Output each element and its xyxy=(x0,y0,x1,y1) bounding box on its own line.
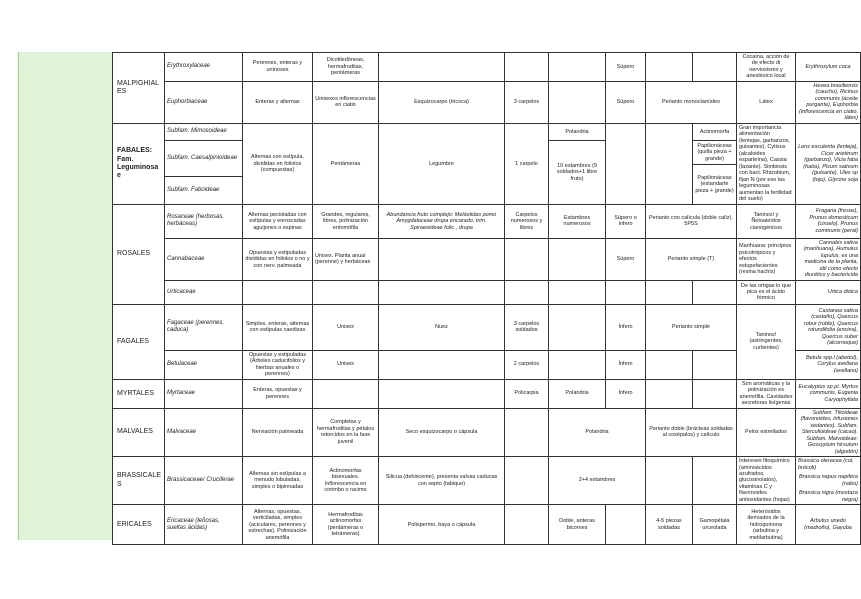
uses-cell: Taninos! y Ñetoaleídos cianogénicos xyxy=(737,204,796,238)
table-row xyxy=(113,204,861,238)
examples-cell: Betula spp.l (abedul), Corylus avellana (avellano) xyxy=(796,350,861,379)
order-cell: MYRTALES xyxy=(113,379,165,408)
androecium-cell: Doble, anteras bicornes xyxy=(549,505,606,545)
examples-cell: Urtica dioica xyxy=(796,280,861,304)
empty-cell xyxy=(646,123,693,204)
left-margin-band xyxy=(18,52,113,540)
empty-cell xyxy=(505,505,549,545)
example-line: Brassica nigra (mostaza negra) xyxy=(799,490,858,503)
corolla-cell: Gamopétala urceolada xyxy=(693,505,737,545)
table-row xyxy=(113,408,861,456)
empty-cell xyxy=(693,350,737,379)
empty-cell xyxy=(549,53,606,82)
ovary-cell: Ínfero xyxy=(606,379,646,408)
empty-cell xyxy=(646,350,693,379)
empty-cell xyxy=(693,379,737,408)
empty-cell xyxy=(505,238,549,280)
empty-cell xyxy=(505,408,549,456)
family-cell: Cannabaceae xyxy=(165,238,243,280)
uses-cell: Son aromáticas y la polinización es anemófila. Cavidades secretoras lisígenas xyxy=(737,379,796,408)
empty-cell xyxy=(243,280,313,304)
fruit-cell: Legumbre xyxy=(379,123,505,204)
examples-cell: Hevea brasiliensis (caucho), Ricinus communis (aceite purgante), Euphorbia (inflorescencia en ciatio, látex) xyxy=(796,81,861,123)
family-cell: Erythroxylaceae xyxy=(165,53,243,82)
order-cell: FAGALES xyxy=(113,304,165,379)
carpels-cell: 3 carpelos soldados xyxy=(505,304,549,350)
empty-cell xyxy=(379,53,505,82)
empty-cell xyxy=(646,457,693,505)
empty-cell xyxy=(693,457,737,505)
empty-cell xyxy=(313,379,379,408)
calyx-cell: 4-5 piezas soldadas xyxy=(646,505,693,545)
empty-cell xyxy=(549,81,606,123)
empty-cell xyxy=(379,350,505,379)
examples-cell: Arbutus unedo (madroño), Gayuba xyxy=(796,505,861,545)
uses-cell: Marihuana: principios psicotrópicos y efectos estupefacientes (resina hachís) xyxy=(737,238,796,280)
table-row xyxy=(113,238,861,280)
ovary-cell: Súpero o ínfero xyxy=(606,204,646,238)
leaves-cell: Opuestas y estipuladas divididas en foliolos o no y con nerv. palmeada xyxy=(243,238,313,280)
table-row xyxy=(113,379,861,408)
empty-cell xyxy=(606,123,646,204)
subfamily-cell: Subfam. Mimosoideae xyxy=(165,123,243,140)
symmetry-cell: Papilionáceas (quilla pieza + grande) xyxy=(693,140,737,164)
order-cell xyxy=(113,123,165,204)
order-cell: MALPIGHIALES xyxy=(113,53,165,124)
fruit-cell: Abundancia fruto complejo: Melástidas pomo Amygdalaceae drupa encarado, trim. Spiraeoideae folíc., drupa xyxy=(379,204,505,238)
examples-cell: Subfam. Tilioideae (flavonoides, infusiones sedantes). Subfam. Sterculioideae (cacao). Subfam. Malvoideae: Gossypium hirsutum (algodón) xyxy=(796,408,861,456)
perianth-cell: Perianto simple (T) xyxy=(646,238,737,280)
ovary-cell: Súpero xyxy=(606,53,646,82)
carpels-cell: 2 carpelos xyxy=(505,350,549,379)
flowers-cell: Unisex xyxy=(313,350,379,379)
empty-cell xyxy=(646,53,693,82)
perianth-cell: Perianto con calícula (doble calíz). 5P5S xyxy=(646,204,737,238)
examples-cell: Lens esculenta (lenteja), Cicer arietinum (garbanzo), Vicia faba (haba), Pisum sativum (guisante), Ulex sp (tojo), Glycine soja xyxy=(796,123,861,204)
family-cell: Urticaceae xyxy=(165,280,243,304)
leaves-cell: Perennes, enteras y uninoses xyxy=(243,53,313,82)
uses-cell: Gran importancia alimentación (lentejas, garbanzos, guisantes), Cytisus (alcaloides esparteína), Cassia (laxante). Simbiosis con bact. Rhizobium, fijan N (por eso las leguminosas aumentan la fertilidad del suelo) xyxy=(737,123,796,204)
leaves-cell: Simples, enteras, alternas con estípulas caedizas xyxy=(243,304,313,350)
androecium-cell: Polandria xyxy=(549,123,606,140)
uses-cell: Látex xyxy=(737,81,796,123)
table-row xyxy=(113,304,861,350)
examples-cell: Eucalyptus sp pl. Myrtus communis, Eugenia Caryophyllata xyxy=(796,379,861,408)
androecium-cell: 2+4 estambres xyxy=(549,457,646,505)
empty-cell xyxy=(693,280,737,304)
ovary-cell: Ínfero xyxy=(606,350,646,379)
carpels-cell: Carpelos numerosos y libres xyxy=(505,204,549,238)
leaves-cell: Alternas sin estípulas a menudo lobuladas, simples o bipinnadas xyxy=(243,457,313,505)
family-cell: Euphorbiaceae xyxy=(165,81,243,123)
androecium-cell: 10 estambres (9 soldados+1 libre fruto) xyxy=(549,140,606,204)
empty-cell xyxy=(379,280,505,304)
fruit-cell: Esquizocarpo (tricoca) xyxy=(379,81,505,123)
carpels-cell: 1 carpelo xyxy=(505,123,549,204)
family-cell: Myrtaceae xyxy=(165,379,243,408)
empty-cell xyxy=(379,379,505,408)
order-cell: ERICALES xyxy=(113,505,165,545)
examples-cell xyxy=(796,457,861,505)
androecium-cell: Polandria xyxy=(549,379,606,408)
examples-cell: Erythroxylum coca xyxy=(796,53,861,82)
uses-cell: Taninos! (astringentes, curtientes) xyxy=(737,304,796,379)
table-row xyxy=(113,53,861,82)
empty-cell xyxy=(646,280,693,304)
fruit-cell: Silicua (dehiscente), presenta valvas caducas con septo (tabique) xyxy=(379,457,505,505)
example-line: Brassica oleracea (col, brócoli) xyxy=(798,458,854,471)
perianth-cell: Perianto monoclamídeo xyxy=(646,81,737,123)
flowers-cell: Pentámeras xyxy=(313,123,379,204)
flowers-cell: Actinomorfas bisexuales. Inflorescencia en corimbo o racimo xyxy=(313,457,379,505)
empty-cell xyxy=(606,505,646,545)
empty-cell xyxy=(379,238,505,280)
flowers-cell: Dicotiledóneas, hermafroditas, pentámeras xyxy=(313,53,379,82)
uses-cell: De las ortigas lo que pica es el ácido fórmico xyxy=(737,280,796,304)
family-cell: Rosaceae (herbosas, herbáceas) xyxy=(165,204,243,238)
family-cell: Ericaceae (leñosas, sueltas ácidas) xyxy=(165,505,243,545)
examples-cell: Cannabis sativa (marihuana), Humulus lupulus, es una medicina de la planta, útil como efecto diurético y bactericida xyxy=(796,238,861,280)
empty-cell xyxy=(693,53,737,82)
empty-cell xyxy=(549,350,606,379)
uses-cell: Intereses fitoquímico (aminoácidos azufrados, glucosinolatos), vitaminas C y flavonoides antioxidantes (hojas) xyxy=(737,457,796,505)
flowers-cell: Hermafroditas actinomorfas (pentámeras o tetrámeras) xyxy=(313,505,379,545)
androecium-cell: Estambres numerosos xyxy=(549,204,606,238)
androecium-cell: Polandria xyxy=(549,408,646,456)
uses-cell: Heterósidos derivados de la hidroquinona (arbutina y metilarbutina) xyxy=(737,505,796,545)
empty-cell xyxy=(549,304,606,350)
leaves-cell: Alternas, opuestas, verticiladas, simples (aciculares, perennes y estrechas). Polinización anemófila xyxy=(243,505,313,545)
ovary-cell: Súpero xyxy=(606,238,646,280)
table-row xyxy=(113,81,861,123)
empty-cell xyxy=(549,280,606,304)
order-cell: MALVALES xyxy=(113,408,165,456)
order-label: FABALES: Fam. Leguminosae xyxy=(117,147,159,180)
table-row xyxy=(113,505,861,545)
leaves-cell: Alternas pecioladas con estípulas y enroscadas aguijones o espinas xyxy=(243,204,313,238)
subfamily-cell: Subfam. Faboideae xyxy=(165,176,243,204)
carpels-cell: Policarpia xyxy=(505,379,549,408)
symmetry-cell: Actinomorfa xyxy=(693,123,737,140)
empty-cell xyxy=(549,238,606,280)
fruit-cell: Seco esquizocarpo o cápsula xyxy=(379,408,505,456)
order-cell: BRASSICALES xyxy=(113,457,165,505)
examples-cell: Fragaria (fresas), Prunus domesticum (ciruelo), Prunus communis (peral) xyxy=(796,204,861,238)
uses-cell: Cocaína, acción de de efecto di nerviosismo y anestésico local xyxy=(737,53,796,82)
family-cell: Brassicaceae/ Cruciferae xyxy=(165,457,243,505)
leaves-cell: Alternas con estípula, divididas en foliolos (compuestas) xyxy=(243,123,313,204)
leaves-cell: Nerviación palmeada xyxy=(243,408,313,456)
uses-cell: Pelos estrellados xyxy=(737,408,796,456)
family-cell: Betulaceae xyxy=(165,350,243,379)
table-row xyxy=(113,280,861,304)
fruit-cell: Nuez xyxy=(379,304,505,350)
empty-cell xyxy=(606,280,646,304)
leaves-cell: Enteras, opuestas y perennes xyxy=(243,379,313,408)
table-row xyxy=(113,457,861,505)
leaves-cell: Opuestas y estipuladas (Árboles caducifolios y hierbas anuales o perennes) xyxy=(243,350,313,379)
leaves-cell: Enteras y alternas xyxy=(243,81,313,123)
botany-table xyxy=(112,52,861,545)
examples-cell: Castanea sativa (castaño), Quercus robur (roble), Quercus rotundifolia (encina), Quercus suber (alcornoque) xyxy=(796,304,861,350)
flowers-cell: Unisex. Planta anual (perenne) y herbáceas xyxy=(313,238,379,280)
empty-cell xyxy=(505,280,549,304)
perianth-cell: Perianto doble (brácteas soldadas al cosépalos) y calículo xyxy=(646,408,737,456)
perianth-cell: Perianto simple xyxy=(646,304,737,350)
table-row xyxy=(113,123,861,140)
flowers-cell: Grandes, regulares, libres, polinización entomófila xyxy=(313,204,379,238)
flowers-cell: Unisex xyxy=(313,304,379,350)
example-line: Brassica napus napifera (nabo) xyxy=(798,474,858,487)
empty-cell xyxy=(646,379,693,408)
flowers-cell: Unisexes inflorescencias en ciatio xyxy=(313,81,379,123)
family-cell: Malvaceae xyxy=(165,408,243,456)
ovary-cell: Súpero xyxy=(606,81,646,123)
carpels-cell: 3 carpelos xyxy=(505,81,549,123)
order-cell: ROSALES xyxy=(113,204,165,304)
fruit-cell: Polispermo, baya o cápsula xyxy=(379,505,505,545)
flowers-cell: Completas y hermafroditas y pétalos retorcidos en la fase juvenil xyxy=(313,408,379,456)
empty-cell xyxy=(505,53,549,82)
subfamily-cell: Subfam. Caesalpinioideae xyxy=(165,140,243,176)
empty-cell xyxy=(313,280,379,304)
empty-cell xyxy=(505,457,549,505)
ovary-cell: Ínfero xyxy=(606,304,646,350)
symmetry-cell: Papilionáceas (estandarte pieza + grande) xyxy=(693,164,737,204)
family-cell: Fagaceae (perennes, caduca) xyxy=(165,304,243,350)
